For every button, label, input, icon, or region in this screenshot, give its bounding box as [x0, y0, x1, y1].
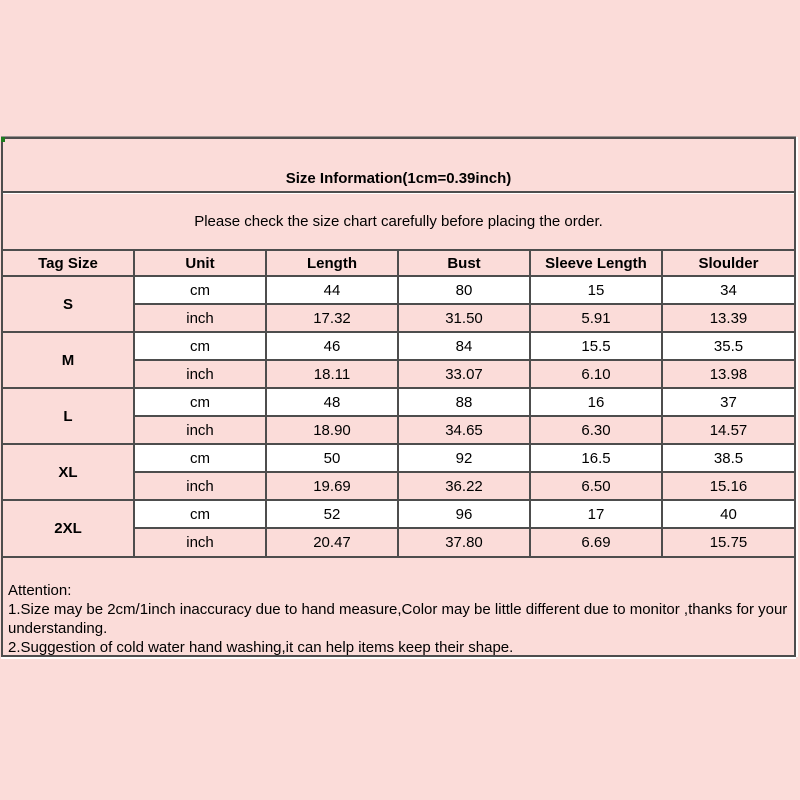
measurement-value: 34: [662, 276, 794, 304]
column-header-length: Length: [266, 251, 398, 276]
unit-label: inch: [134, 360, 266, 388]
chart-title: Size Information(1cm=0.39inch): [3, 139, 794, 193]
size-label-s: S: [3, 276, 134, 332]
attention-line: Attention:: [8, 582, 72, 599]
measurement-value: 92: [398, 444, 530, 472]
unit-label: cm: [134, 500, 266, 528]
unit-label: inch: [134, 304, 266, 332]
measurement-value: 36.22: [398, 472, 530, 500]
attention-line: 2.Suggestion of cold water hand washing,it can help items keep their shape.: [8, 639, 514, 656]
size-label-m: M: [3, 332, 134, 388]
measurement-value: 35.5: [662, 332, 794, 360]
measurement-value: 37.80: [398, 528, 530, 556]
measurement-value: 20.47: [266, 528, 398, 556]
measurement-value: 15: [530, 276, 662, 304]
measurement-value: 44: [266, 276, 398, 304]
measurement-value: 15.16: [662, 472, 794, 500]
size-chart-panel: [1, 137, 796, 657]
size-table: [3, 251, 794, 556]
measurement-value: 15.75: [662, 528, 794, 556]
measurement-value: 6.10: [530, 360, 662, 388]
measurement-value: 88: [398, 388, 530, 416]
measurement-value: 15.5: [530, 332, 662, 360]
corner-artifact-pixel: [1, 137, 5, 142]
column-header-unit: Unit: [134, 251, 266, 276]
attention-line: understanding.: [8, 620, 108, 637]
size-label-2xl: 2XL: [3, 500, 134, 556]
table-row-2xl-cm: [3, 500, 794, 528]
size-label-xl: XL: [3, 444, 134, 500]
attention-note: [3, 556, 794, 657]
measurement-value: 6.50: [530, 472, 662, 500]
column-header-tag-size: Tag Size: [3, 251, 134, 276]
measurement-value: 31.50: [398, 304, 530, 332]
measurement-value: 17: [530, 500, 662, 528]
measurement-value: 6.30: [530, 416, 662, 444]
measurement-value: 16.5: [530, 444, 662, 472]
measurement-value: 14.57: [662, 416, 794, 444]
measurement-value: 46: [266, 332, 398, 360]
measurement-value: 40: [662, 500, 794, 528]
column-header-bust: Bust: [398, 251, 530, 276]
unit-label: cm: [134, 388, 266, 416]
table-row-s-cm: [3, 276, 794, 304]
measurement-value: 18.11: [266, 360, 398, 388]
measurement-value: 13.39: [662, 304, 794, 332]
column-header-shoulder: Sloulder: [662, 251, 794, 276]
measurement-value: 84: [398, 332, 530, 360]
measurement-value: 17.32: [266, 304, 398, 332]
measurement-value: 80: [398, 276, 530, 304]
measurement-value: 38.5: [662, 444, 794, 472]
measurement-value: 37: [662, 388, 794, 416]
measurement-value: 96: [398, 500, 530, 528]
measurement-value: 34.65: [398, 416, 530, 444]
size-label-l: L: [3, 388, 134, 444]
attention-line: 1.Size may be 2cm/1inch inaccuracy due to hand measure,Color may be little different due to monitor ,thanks for your: [8, 601, 788, 618]
measurement-value: 13.98: [662, 360, 794, 388]
measurement-value: 48: [266, 388, 398, 416]
unit-label: cm: [134, 332, 266, 360]
measurement-value: 18.90: [266, 416, 398, 444]
measurement-value: 5.91: [530, 304, 662, 332]
measurement-value: 33.07: [398, 360, 530, 388]
measurement-value: 19.69: [266, 472, 398, 500]
measurement-value: 52: [266, 500, 398, 528]
header-row: [3, 251, 794, 276]
measurement-value: 6.69: [530, 528, 662, 556]
table-row-l-cm: [3, 388, 794, 416]
column-header-sleeve-length: Sleeve Length: [530, 251, 662, 276]
unit-label: cm: [134, 276, 266, 304]
table-row-xl-cm: [3, 444, 794, 472]
unit-label: inch: [134, 416, 266, 444]
table-row-m-cm: [3, 332, 794, 360]
unit-label: inch: [134, 472, 266, 500]
chart-subtitle: Please check the size chart carefully before placing the order.: [3, 193, 794, 251]
unit-label: inch: [134, 528, 266, 556]
measurement-value: 16: [530, 388, 662, 416]
measurement-value: 50: [266, 444, 398, 472]
unit-label: cm: [134, 444, 266, 472]
